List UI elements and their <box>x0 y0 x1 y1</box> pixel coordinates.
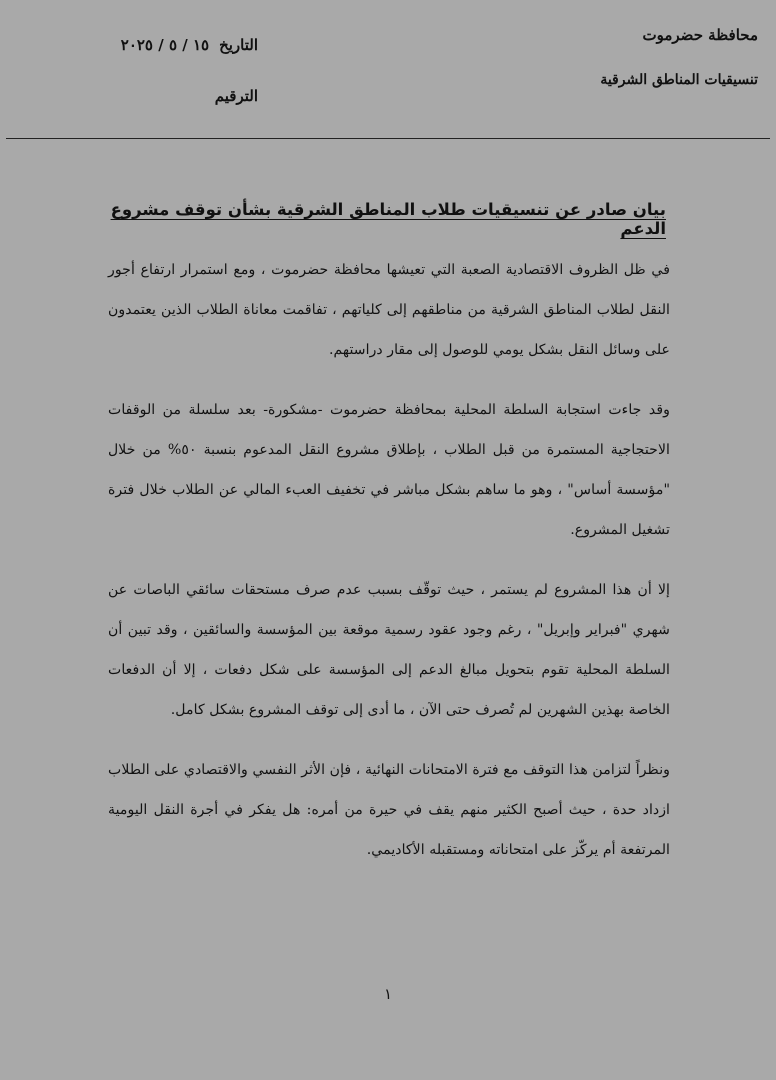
date-row <box>78 36 258 54</box>
paragraph: في ظل الظروف الاقتصادية الصعبة التي تعيشها محافظة حضرموت ، ومع استمرار ارتفاع أجور النقل لطلاب المناطق الشرقية من مناطقهم إلى كلياتهم ، تفاقمت معاناة الطلاب الذين يعتمدون على وسائل النقل بشكل يومي للوصول إلى مقار دراستهم. <box>108 262 670 358</box>
date-value: ١٥ / ٥ / ٢٠٢٥ <box>120 36 210 54</box>
letterhead-issuer <box>600 26 758 88</box>
paragraph: ونظراً لتزامن هذا التوقف مع فترة الامتحانات النهائية ، فإن الأثر النفسي والاقتصادي على الطلاب ازداد حدة ، حيث أصبح الكثير منهم يقف في حيرة من أمره: هل يفكر في أجرة النقل اليومية المرتفعة أم يركّز على امتحاناته ومستقبله الأكاديمي. <box>108 762 670 858</box>
letterhead-meta <box>78 36 258 105</box>
statement-title: بيان صادر عن تنسيقيات طلاب المناطق الشرقية بشأن توقف مشروع الدعم <box>110 200 666 238</box>
paragraph: إلا أن هذا المشروع لم يستمر ، حيث توقّف بسبب عدم صرف مستحقات سائقي الباصات عن شهري "فبراير وإبريل" ، رغم وجود عقود رسمية موقعة بين المؤسسة والسائقين ، وقد تبين أن السلطة المحلية تقوم بتحويل مبالغ الدعم إلى المؤسسة على شكل دفعات ، إلا أن الدفعات الخاصة بهذين الشهرين لم تُصرف حتى الآن ، ما أدى إلى توقف المشروع بشكل كامل. <box>108 582 670 718</box>
reference-row <box>78 87 258 105</box>
reference-label: الترقيم <box>214 87 258 105</box>
coordination-name: تنسيقيات المناطق الشرقية <box>600 72 758 88</box>
governorate-name: محافظة حضرموت <box>642 26 758 44</box>
paragraph: وقد جاءت استجابة السلطة المحلية بمحافظة حضرموت -مشكورة- بعد سلسلة من الوقفات الاحتجاجية المستمرة من قبل الطلاب ، بإطلاق مشروع النقل المدعوم بنسبة ٥٠% من خلال "مؤسسة أساس" ، وهو ما ساهم بشكل مباشر في تخفيف العبء المالي عن الطلاب خلال فترة تشغيل المشروع. <box>108 402 670 538</box>
header-divider <box>6 138 770 139</box>
date-label: التاريخ <box>219 36 258 54</box>
statement-body <box>108 250 670 890</box>
page-number: ١ <box>383 985 393 1003</box>
